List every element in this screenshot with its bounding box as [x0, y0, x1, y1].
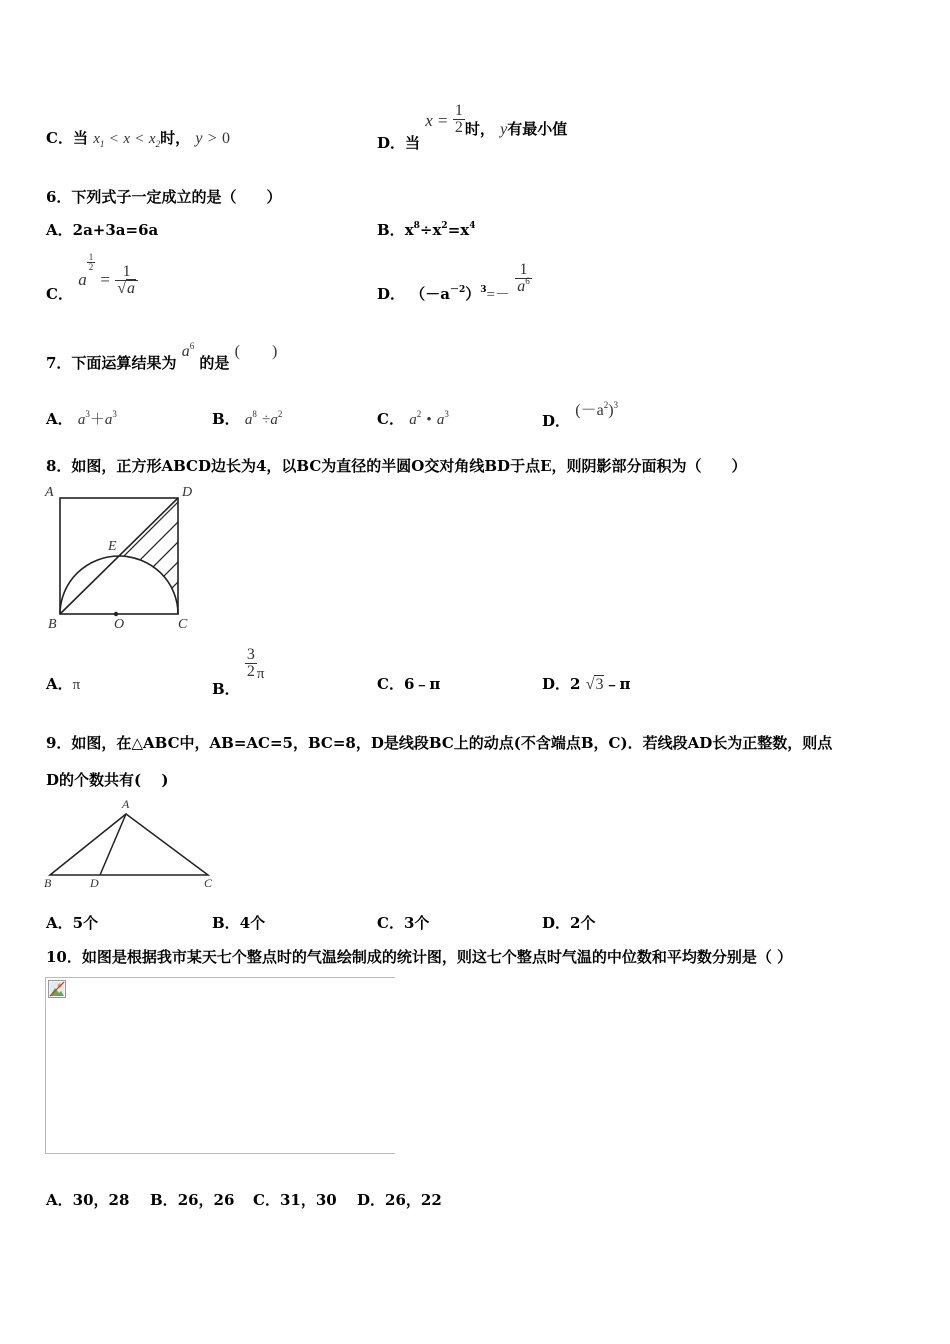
fraction-one-over-sqrt-a: $\frac{1}{√a}$ — [115, 264, 138, 297]
q9-stem-line1: 9．如图，在△ABC中，AB=AC=5，BC=8，D是线段BC上的动点(不含端点B，C)．若线段AD长为正整数，则点 — [46, 734, 833, 752]
fraction-one-over-a6: $\frac{1}{a^6}$ — [517, 261, 530, 295]
q8-option-d[interactable]: D．2 √3﹣π — [542, 675, 631, 693]
segment-ad — [100, 814, 126, 875]
label-c: C — [178, 617, 188, 630]
q7-option-c[interactable]: C． $a^2$ • $a^3$ — [377, 409, 449, 428]
center-o-dot — [114, 612, 118, 616]
q10-option-d[interactable]: D．26，22 — [357, 1191, 442, 1209]
q5-option-c[interactable]: C．当 $x_1 < x < x_2$时， y > 0 — [46, 129, 230, 149]
q9-figure-triangle — [40, 793, 220, 893]
label-d: D — [90, 876, 99, 890]
fraction-half: $\frac{1}{2}$ — [454, 102, 463, 136]
q6-option-c[interactable]: C． a $\frac{1}{2}$ = $\frac{1}{√a}$ — [46, 254, 138, 287]
q6-option-d[interactable]: D． $(-a^{-2})^3=-$ $\frac{1}{a^6}$ — [377, 261, 530, 303]
q7-stem: 7．下面运算结果为 $a^6$ 的是 ( ) — [46, 341, 278, 372]
q6-option-a[interactable]: A．2a+3a=6a — [46, 221, 159, 239]
q7-option-d[interactable]: D． $(-a^2)^3$ — [542, 400, 619, 430]
q9-option-a[interactable]: A．5个 — [46, 914, 99, 932]
hatched-shaded-region — [100, 480, 200, 630]
broken-image-icon — [48, 980, 66, 998]
label-a: A — [45, 485, 54, 500]
q8-option-b[interactable]: B． $\frac{3}{2}$ π — [212, 646, 265, 698]
diagonal-bd — [60, 498, 178, 614]
label-e: E — [108, 539, 117, 554]
q10-option-b[interactable]: B．26，26 — [150, 1191, 235, 1209]
triangle-abc — [50, 814, 208, 875]
q9-option-c[interactable]: C．3个 — [377, 914, 430, 932]
q9-option-d[interactable]: D．2个 — [542, 914, 596, 932]
q10-stem: 10．如图是根据我市某天七个整点时的气温绘制成的统计图，则这七个整点时气温的中位数和平均数分别是（ ） — [46, 948, 793, 966]
semicircle-o — [60, 556, 178, 614]
q8-option-a[interactable]: A．π — [46, 675, 81, 693]
q10-option-a[interactable]: A．30，28 — [46, 1191, 130, 1209]
label-a: A — [122, 797, 130, 811]
q10-option-c[interactable]: C．31，30 — [253, 1191, 337, 1209]
q7-option-b[interactable]: B． $a^8 \div a^2$ — [212, 409, 283, 428]
label-b: B — [48, 617, 57, 630]
broken-image-placeholder — [45, 977, 395, 1154]
q7-option-a[interactable]: A． $a^3+a^3$ — [46, 409, 117, 428]
q6-option-b[interactable]: B．$x^8\div x^2=x^4$ — [377, 221, 476, 239]
label-c: C — [204, 876, 213, 890]
label-d: D — [182, 485, 193, 500]
q5-option-d[interactable]: D．当 x = $\frac{1}{2}$ 时， y有最小值 — [377, 102, 568, 152]
q6-stem: 6．下列式子一定成立的是（ ） — [46, 188, 282, 206]
q9-stem-line2: D的个数共有( ) — [46, 771, 169, 789]
q9-option-b[interactable]: B．4个 — [212, 914, 266, 932]
q8-stem: 8．如图，正方形ABCD边长为4，以BC为直径的半圆O交对角线BD于点E，则阴影部分面积为（ ） — [46, 457, 747, 475]
label-b: B — [44, 876, 52, 890]
q8-figure-square-semicircle — [40, 480, 200, 630]
label-o: O — [114, 617, 125, 630]
q8-option-c[interactable]: C．6﹣π — [377, 675, 441, 693]
